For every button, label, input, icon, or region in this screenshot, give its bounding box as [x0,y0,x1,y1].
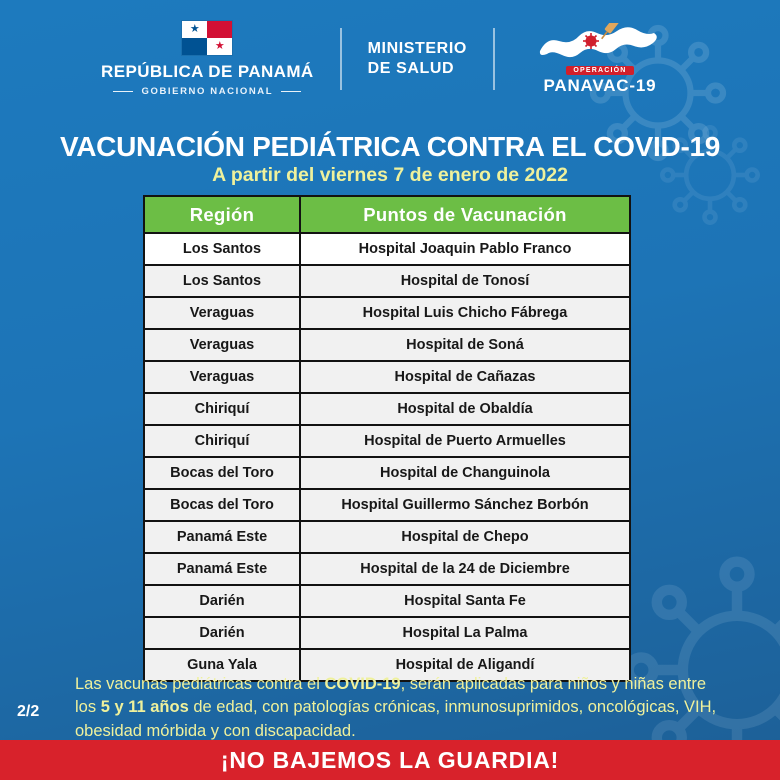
vaccination-point-cell: Hospital La Palma [300,617,630,649]
region-cell: Los Santos [144,233,300,265]
vaccination-point-cell: Hospital Santa Fe [300,585,630,617]
footer-note-segment: , serán aplicadas para niños y niñas entre los [75,674,707,717]
region-cell: Panamá Este [144,521,300,553]
region-cell: Chiriquí [144,393,300,425]
region-cell: Veraguas [144,297,300,329]
table-row [144,457,630,489]
panama-map-syringe-icon [534,23,666,69]
panavac-logo [521,23,679,96]
region-cell: Guna Yala [144,649,300,681]
table-row [144,489,630,521]
footer-note-segment: de edad, con patologías crónicas, inmunosuprimidos, oncológicas, VIH, obesidad mórbida y con discapacidad. [75,698,717,740]
divider [340,28,342,90]
table-row [144,265,630,297]
republic-title: REPÚBLICA DE PANAMÁ [101,62,314,81]
page-subtitle: A partir del viernes 7 de enero de 2022 [212,164,568,187]
region-cell: Darién [144,617,300,649]
region-cell: Bocas del Toro [144,457,300,489]
region-cell: Veraguas [144,329,300,361]
vaccination-point-cell: Hospital Guillermo Sánchez Borbón [300,489,630,521]
campaign-banner [0,740,780,780]
table-row [144,425,630,457]
region-cell: Panamá Este [144,553,300,585]
government-subtitle [113,86,301,97]
table-row [144,393,630,425]
table-row [144,297,630,329]
dash-line [281,91,301,93]
operation-badge: OPERACIÓN [566,66,633,75]
region-cell: Darién [144,585,300,617]
banner-text: ¡NO BAJEMOS LA GUARDIA! [220,746,560,773]
footer-note-segment: Las vacunas pediátricas contra el [75,674,325,693]
ministry-line1: MINISTERIO [367,40,467,58]
flag-red-quadrant [207,21,232,38]
ministry-logo [368,39,467,78]
vaccination-point-cell: Hospital de Soná [300,329,630,361]
panama-flag-icon [182,21,232,55]
flag-blue-quadrant [182,38,207,55]
region-cell: Los Santos [144,265,300,297]
table-row [144,361,630,393]
flag-blue-star: ★ [182,21,207,38]
table-row [144,617,630,649]
divider [493,28,495,90]
table-row [144,233,630,265]
vaccination-point-cell: Hospital de Chepo [300,521,630,553]
dash-line [113,91,133,93]
brand-bar [0,20,780,98]
vaccination-point-cell: Hospital Joaquin Pablo Franco [300,233,630,265]
vaccination-point-cell: Hospital de Cañazas [300,361,630,393]
vaccination-point-cell: Hospital de Tonosí [300,265,630,297]
region-cell: Chiriquí [144,425,300,457]
footer-note-segment: COVID-19 [324,674,401,693]
vaccination-point-cell: Hospital Luis Chicho Fábrega [300,297,630,329]
table-header-row [144,196,630,233]
vaccination-point-cell: Hospital de Changuinola [300,457,630,489]
footer-note [75,673,725,744]
region-cell: Bocas del Toro [144,489,300,521]
government-logo [101,21,314,97]
vaccination-point-cell: Hospital de Obaldía [300,393,630,425]
table-row [144,521,630,553]
page-indicator: 2/2 [17,703,40,720]
table-row [144,585,630,617]
vaccination-table [143,195,631,682]
panavac-name: PANAVAC-19 [543,75,657,95]
footer-note-segment: 5 y 11 años [100,698,189,717]
vaccination-point-cell: Hospital de la 24 de Diciembre [300,553,630,585]
vaccination-points-column-header: Puntos de Vacunación [300,196,630,233]
page-title: VACUNACIÓN PEDIÁTRICA CONTRA EL COVID-19 [59,130,721,162]
ministry-line2: DE SALUD [367,60,455,77]
region-column-header: Región [144,196,300,233]
flag-red-star: ★ [207,38,232,55]
vaccination-table-body [144,233,630,681]
government-label: GOBIERNO NACIONAL [141,86,274,97]
region-cell: Veraguas [144,361,300,393]
table-row [144,553,630,585]
vaccination-point-cell: Hospital de Aligandí [300,649,630,681]
vaccination-point-cell: Hospital de Puerto Armuelles [300,425,630,457]
table-row [144,329,630,361]
